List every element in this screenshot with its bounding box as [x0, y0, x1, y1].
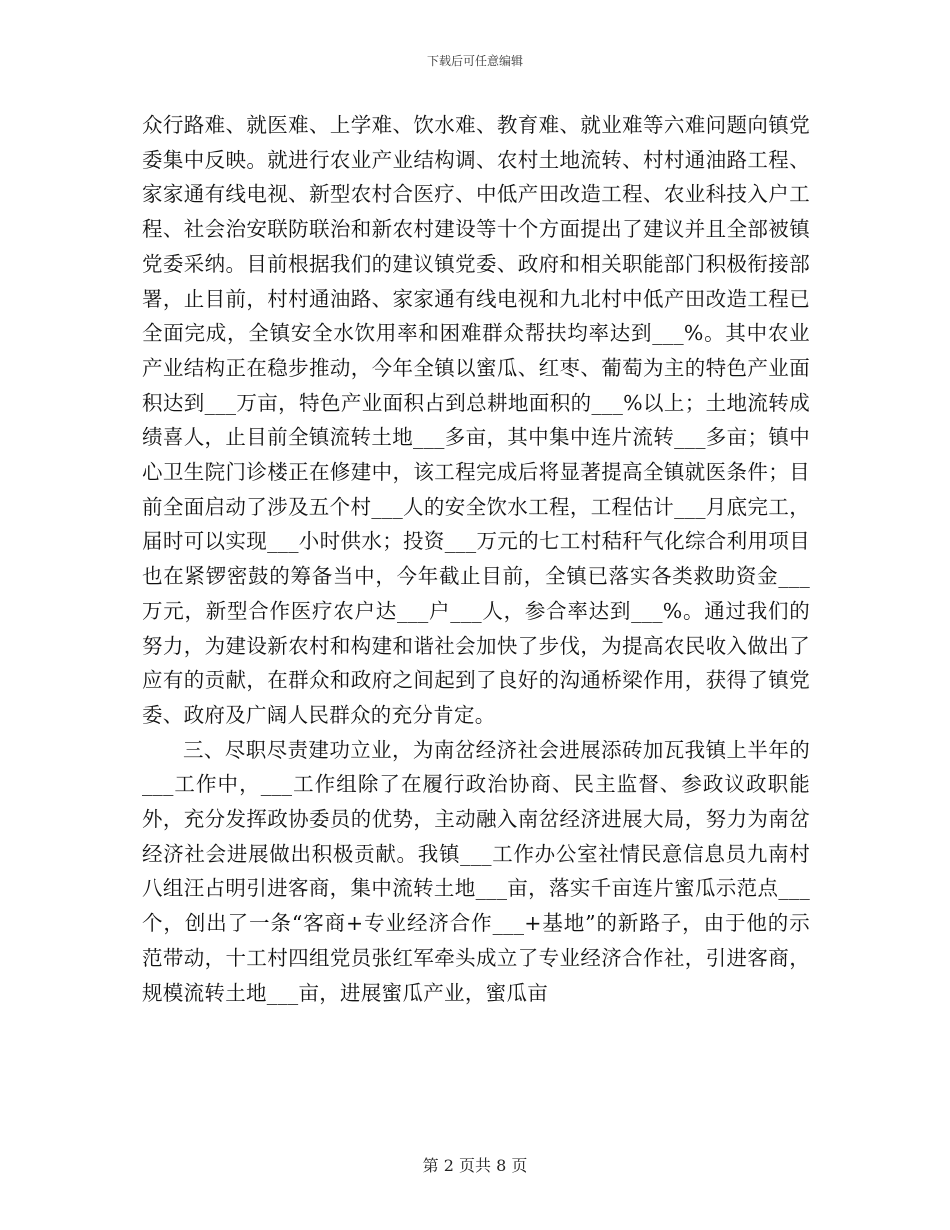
page-footer: 第 2 页共 8 页 — [422, 1156, 528, 1175]
paragraph-2: 三、尽职尽责建功立业，为南岔经济社会进展添砖加瓦我镇上半年的___工作中，___工作组除了在履行政治协商、民主监督、参政议政职能外，充分发挥政协委员的优势，主动融入南岔经济进展大局，努力为南岔经济社会进展做出积极贡献。我镇___工作办公室社情民意信息员九南村八组汪占明引进客商，集中流转土地___亩，落实千亩连片蜜瓜示范点___个，创出了一条“客商+专业经济合作___+基地”的新路子，由于他的示范带动，十工村四组党员张红军牵头成立了专业经济合作社，引进客商，规模流转土地___亩，进展蜜瓜产业，蜜瓜亩 — [142, 737, 810, 1005]
paragraph-1: 众行路难、就医难、上学难、饮水难、教育难、就业难等六难问题向镇党委集中反映。就进行农业产业结构调、农村土地流转、村村通油路工程、家家通有线电视、新型农村合医疗、中低产田改造工程、农业科技入户工程、社会治安联防联治和新农村建设等十个方面提出了建议并且全部被镇党委采纳。目前根据我们的建议镇党委、政府和相关职能部门积极衔接部署，止目前，村村通油路、家家通有线电视和九北村中低产田改造工程已全面完成，全镇安全水饮用率和困难群众帮扶均率达到___%。其中农业产业结构正在稳步推动，今年全镇以蜜瓜、红枣、葡萄为主的特色产业面积达到___万亩，特色产业面积占到总耕地面积的___%以上；土地流转成绩喜人，止目前全镇流转土地___多亩，其中集中连片流转___多亩；镇中心卫生院门诊楼正在修建中，该工程完成后将显著提高全镇就医条件；目前全面启动了涉及五个村___人的安全饮水工程，工程估计___月底完工，届时可以实现___小时供水；投资___万元的七工村秸秆气化综合利用项目也在紧锣密鼓的筹备当中，今年截止目前，全镇已落实各类救助资金___万元，新型合作医疗农户达___户___人，参合率达到___%。通过我们的努力，为建设新农村和构建和谐社会加快了步伐，为提高农民收入做出了应有的贡献，在群众和政府之间起到了良好的沟通桥梁作用，获得了镇党委、政府及广阔人民群众的充分肯定。 — [142, 113, 810, 727]
page-header: 下载后可任意编辑 — [426, 54, 523, 68]
document-body — [142, 108, 810, 1010]
